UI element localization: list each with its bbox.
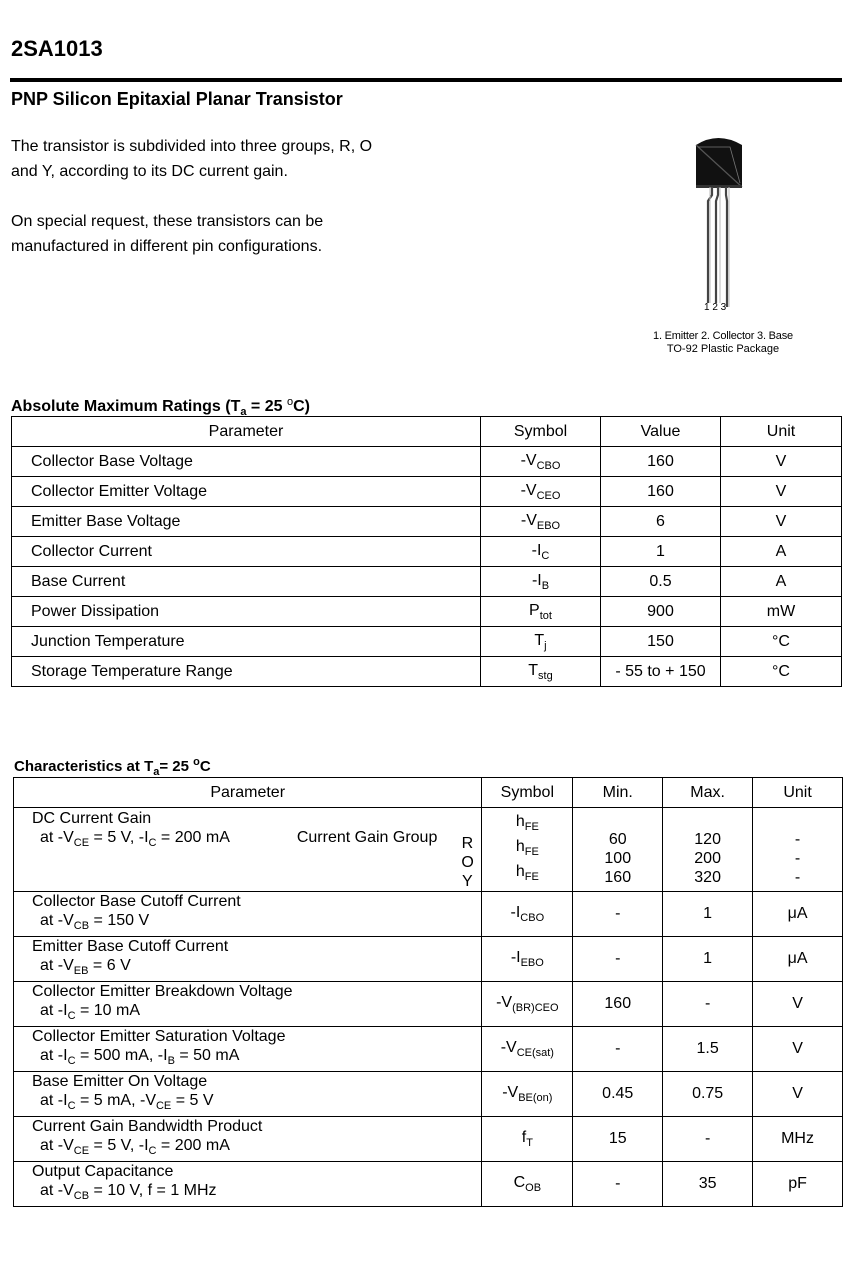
min-cell: -: [573, 1162, 663, 1207]
symbol-subscript: BE(on): [518, 1092, 553, 1104]
cond-subscript: CB: [73, 1190, 90, 1202]
symbol-cell: [482, 1162, 573, 1207]
max-cell: 1: [663, 892, 753, 937]
value-cell: 6: [601, 507, 721, 537]
unit-cell: V: [753, 1072, 843, 1117]
unit-cell: A: [721, 567, 842, 597]
package-pinout: 1. Emitter 2. Collector 3. Base: [653, 330, 793, 342]
to92-package-image: [690, 135, 750, 310]
symbol-cell: [482, 1027, 573, 1072]
symbol-cell: [481, 507, 601, 537]
symbol-subscript: j: [544, 639, 547, 652]
gain-symbol: [482, 812, 572, 837]
param-cell: Emitter Base Voltage: [12, 507, 481, 537]
param-cell: [14, 937, 482, 982]
symbol-cell: [481, 627, 601, 657]
symbol-subscript: stg: [538, 669, 553, 682]
param-condition: at $-V_{CB} = 10$ V, f = 1 MHz: [40, 1182, 217, 1202]
cond-subscript: CB: [73, 920, 90, 932]
gain-symbol: [482, 837, 572, 862]
table-row: [14, 1117, 843, 1162]
symbol: $-I_{EBO}$: [510, 949, 544, 969]
symbol: $f_T$: [521, 1129, 533, 1149]
cond-subscript: C: [67, 1010, 76, 1022]
param-name: DC Current Gain: [32, 810, 152, 827]
gain-unit-value: -: [794, 831, 801, 848]
param-cell: Junction Temperature: [12, 627, 481, 657]
param-name: Output Capacitance: [32, 1163, 174, 1180]
max-cell: 35: [663, 1162, 753, 1207]
param-cell: [14, 1027, 482, 1072]
symbol-cell: [481, 477, 601, 507]
value-cell: 160: [601, 447, 721, 477]
symbol-cell: [482, 937, 573, 982]
col-header-max: Max.: [663, 778, 753, 808]
gain-condition-row: [32, 828, 481, 853]
col-header-min: Min.: [573, 778, 663, 808]
symbol: $-V_{BE(on)}$: [502, 1084, 553, 1104]
symbol-subscript: FE: [524, 871, 539, 883]
param-name: Collector Base Cutoff Current: [32, 893, 241, 910]
param-condition: at $-I_C = 500$ mA, $-I_B = 50$ mA: [40, 1047, 240, 1067]
cond-subscript: CE: [73, 1145, 90, 1157]
gain-group: O: [461, 854, 474, 871]
table-row: [14, 1072, 843, 1117]
unit-cell: μA: [753, 892, 843, 937]
symbol: $-I_C$: [531, 541, 550, 562]
symbol: $T_j$: [534, 631, 547, 652]
min-cell: 160: [573, 982, 663, 1027]
table-row: [12, 507, 842, 537]
symbol-subscript: B: [541, 579, 550, 592]
gain-symbol: [482, 862, 572, 887]
symbol-subscript: CE(sat): [516, 1047, 554, 1059]
max-cell: 1: [663, 937, 753, 982]
unit-cell: V: [721, 447, 842, 477]
unit-cell: °C: [721, 627, 842, 657]
param-cell: [14, 982, 482, 1027]
symbol-cell: [482, 982, 573, 1027]
value-cell: 160: [601, 477, 721, 507]
cond-subscript: EB: [73, 965, 89, 977]
abs-max-table: [11, 416, 842, 687]
unit-cell: V: [753, 982, 843, 1027]
symbol-cell: [482, 1072, 573, 1117]
subtitle: PNP Silicon Epitaxial Planar Transistor: [11, 89, 343, 109]
symbol-cell: [481, 447, 601, 477]
symbol: $-V_{CE(sat)}$: [500, 1039, 554, 1059]
cond-subscript: CE: [155, 1100, 172, 1112]
part-number: 2SA1013: [11, 36, 103, 61]
param-cell: [14, 808, 482, 892]
gain-max-value: 200: [694, 850, 721, 867]
param-condition: at $-V_{CE} = 5$ V, $-I_C = 200$ mA: [40, 829, 230, 849]
param-cell: [14, 892, 482, 937]
gain-min-value: 100: [604, 850, 632, 867]
symbol-subscript: CBO: [536, 459, 561, 472]
symbol-subscript: CBO: [520, 912, 545, 924]
gain-max-value: 120: [694, 831, 721, 848]
min-cell: 0.45: [573, 1072, 663, 1117]
symbol-subscript: CEO: [536, 489, 561, 502]
symbol-cell: [481, 567, 601, 597]
unit-cell: V: [721, 477, 842, 507]
gain-unit-value: -: [794, 850, 801, 867]
unit-cell: pF: [753, 1162, 843, 1207]
param-condition: at $-V_{EB} = 6$ V: [40, 957, 131, 977]
param-condition: at $-V_{CE} = 5$ V, $-I_C = 200$ mA: [40, 1137, 230, 1157]
param-name: Current Gain Bandwidth Product: [32, 1118, 263, 1135]
min-cell: 15: [573, 1117, 663, 1162]
param-cell: [14, 1117, 482, 1162]
symbol: $T_{stg}$: [528, 661, 553, 682]
cond-subscript: C: [67, 1055, 76, 1067]
symbol: $-V_{EBO}$: [520, 511, 561, 532]
gain-max-value: 320: [694, 869, 721, 886]
symbol-subscript: T: [526, 1137, 533, 1149]
gain-group-label: Current Gain Group: [296, 829, 438, 846]
max-cell: 1.5: [663, 1027, 753, 1072]
symbol-subscript: FE: [524, 846, 539, 858]
symbol-subscript: EBO: [520, 957, 544, 969]
unit-cell: MHz: [753, 1117, 843, 1162]
unit-cell: [753, 808, 843, 892]
unit-cell: mW: [721, 597, 842, 627]
unit-cell: μA: [753, 937, 843, 982]
symbol-subscript: C: [541, 549, 550, 562]
col-header-symbol: Symbol: [482, 778, 573, 808]
min-cell: -: [573, 937, 663, 982]
title-rule: [10, 78, 842, 82]
param-cell: Storage Temperature Range: [12, 657, 481, 687]
symbol: $-V_{CBO}$: [520, 451, 561, 472]
col-header-parameter: Parameter: [14, 778, 482, 808]
characteristics-title: Characteristics at $T_a= 25$ $^o$C: [14, 756, 211, 778]
table-row: [12, 537, 842, 567]
param-cell: Collector Emitter Voltage: [12, 477, 481, 507]
param-condition: at $-I_C = 10$ mA: [40, 1002, 140, 1022]
package-name: TO-92 Plastic Package: [666, 343, 780, 355]
min-cell: [573, 808, 663, 892]
value-cell: 900: [601, 597, 721, 627]
col-header-symbol: Symbol: [481, 417, 601, 447]
max-cell: -: [663, 1117, 753, 1162]
abs-max-title: Absolute Maximum Ratings ($T_a = 25$ $^o$C): [11, 396, 310, 418]
cond-subscript: B: [167, 1055, 175, 1067]
gain-min-value: 160: [604, 869, 632, 886]
param-cell: Collector Current: [12, 537, 481, 567]
symbol-subscript: tot: [539, 609, 552, 622]
table-row: [12, 627, 842, 657]
col-header-unit: Unit: [721, 417, 842, 447]
table-row: [12, 567, 842, 597]
symbol-cell: [481, 657, 601, 687]
symbol-cell: [481, 537, 601, 567]
symbol-cell: [482, 808, 573, 892]
value-cell: - 55 to + 150: [601, 657, 721, 687]
symbol-subscript: OB: [525, 1182, 542, 1194]
table-row-dc-gain: [14, 808, 843, 892]
min-cell: -: [573, 892, 663, 937]
max-cell: -: [663, 982, 753, 1027]
table-row: [14, 982, 843, 1027]
symbol-subscript: FE: [524, 821, 539, 833]
symbol-cell: [482, 1117, 573, 1162]
unit-cell: A: [721, 537, 842, 567]
param-condition: at $-I_C = 5$ mA, $-V_{CE} = 5$ V: [40, 1092, 214, 1112]
table-row: [12, 477, 842, 507]
characteristics-table: [13, 777, 843, 1207]
value-cell: 0.5: [601, 567, 721, 597]
symbol: $h_{FE}$: [515, 813, 539, 833]
gain-group: R: [461, 835, 474, 852]
symbol: $-I_{CBO}$: [510, 904, 545, 924]
table-row: [14, 937, 843, 982]
max-cell: [663, 808, 753, 892]
symbol: $-V_{(BR)CEO}$: [496, 994, 559, 1014]
symbol: $P_{tot}$: [529, 601, 552, 622]
symbol-subscript: EBO: [536, 519, 561, 532]
param-name: Collector Emitter Breakdown Voltage: [32, 983, 293, 1000]
param-name: Base Emitter On Voltage: [32, 1073, 208, 1090]
symbol: $-V_{CEO}$: [520, 481, 561, 502]
cond-subscript: C: [67, 1100, 76, 1112]
value-cell: 150: [601, 627, 721, 657]
param-condition: at $-V_{CB} = 150$ V: [40, 912, 150, 932]
gain-min-value: 60: [608, 831, 627, 848]
col-header-value: Value: [601, 417, 721, 447]
table-row: [12, 597, 842, 627]
param-cell: [14, 1162, 482, 1207]
symbol: $-I_B$: [531, 571, 550, 592]
unit-cell: V: [721, 507, 842, 537]
unit-cell: V: [753, 1027, 843, 1072]
param-cell: Collector Base Voltage: [12, 447, 481, 477]
symbol: $h_{FE}$: [515, 838, 539, 858]
symbol: $h_{FE}$: [515, 863, 539, 883]
gain-unit-value: -: [794, 869, 801, 886]
symbol-subscript: (BR)CEO: [512, 1002, 559, 1014]
table-row: [14, 892, 843, 937]
min-cell: -: [573, 1027, 663, 1072]
col-header-parameter: Parameter: [12, 417, 481, 447]
param-cell: Base Current: [12, 567, 481, 597]
param-name: Collector Emitter Saturation Voltage: [32, 1028, 286, 1045]
table-row: [14, 1162, 843, 1207]
value-cell: 1: [601, 537, 721, 567]
symbol-cell: [482, 892, 573, 937]
table-row: [12, 657, 842, 687]
symbol: $C_{OB}$: [513, 1174, 542, 1194]
table-row: [12, 447, 842, 477]
unit-cell: °C: [721, 657, 842, 687]
gain-group: Y: [462, 873, 473, 890]
description-para-2: On special request, these transistors can be manufactured in different pin configurations.: [11, 213, 324, 255]
param-name: Emitter Base Cutoff Current: [32, 938, 229, 955]
col-header-unit: Unit: [753, 778, 843, 808]
description-para-1: The transistor is subdivided into three groups, R, O and Y, according to its DC current gain.: [11, 138, 373, 180]
param-cell: [14, 1072, 482, 1117]
symbol-cell: [481, 597, 601, 627]
max-cell: 0.75: [663, 1072, 753, 1117]
param-cell: Power Dissipation: [12, 597, 481, 627]
cond-subscript: C: [148, 1145, 157, 1157]
table-row: [14, 1027, 843, 1072]
pin-numbers: 1 2 3: [704, 302, 727, 313]
